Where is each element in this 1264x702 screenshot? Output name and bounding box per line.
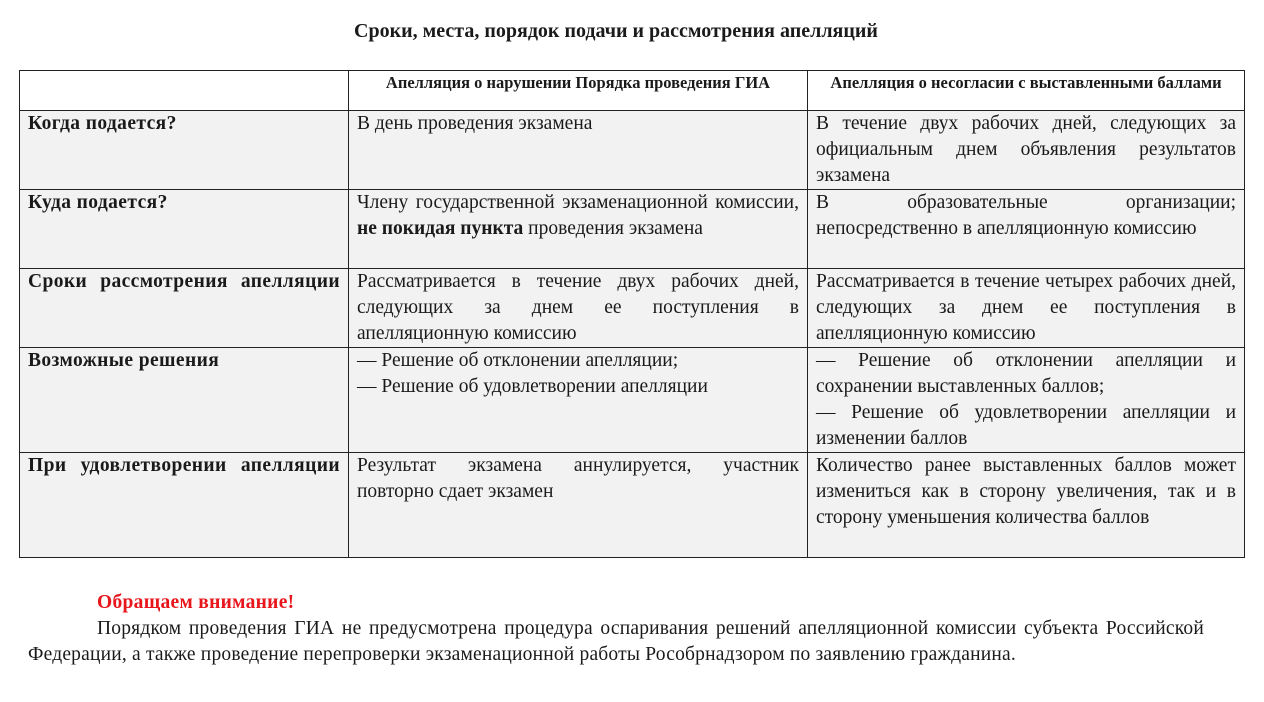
cell-when-violation: В день проведения экзамена (349, 111, 808, 190)
row-label-satisfied: При удовлетворении апелляции (20, 453, 349, 558)
row-label-when: Когда подается? (20, 111, 349, 190)
row-label-terms: Сроки рассмотрения апелляции (20, 269, 349, 348)
header-corner-cell (20, 71, 349, 111)
attention-note (28, 590, 1204, 668)
row-label-decisions: Возможные решения (20, 348, 349, 453)
cell-when-disagreement: В течение двух рабочих дней, следующих за официальным днем объявления результатов экзамена (808, 111, 1245, 190)
cell-where-disagreement: В образовательные организации; непосредственно в апелляционную комиссию (808, 190, 1245, 269)
appeals-table (19, 70, 1245, 558)
decision-item: — Решение об отклонении апелляции и сохранении выставленных баллов; (816, 350, 1236, 397)
table-row (20, 453, 1245, 558)
header-violation-appeal: Апелляция о нарушении Порядка проведения ГИА (349, 71, 808, 111)
table-header-row (20, 71, 1245, 111)
table-row (20, 269, 1245, 348)
row-label-where: Куда подается? (20, 190, 349, 269)
cell-text: Члену государственной экзаменационной комиссии, (357, 192, 799, 213)
decision-item: — Решение об удовлетворении апелляции (357, 376, 708, 397)
cell-text: проведения экзамена (523, 218, 703, 239)
cell-satisfied-disagreement: Количество ранее выставленных баллов может измениться как в сторону увеличения, так и в сторону уменьшения количества баллов (808, 453, 1245, 558)
table-row (20, 111, 1245, 190)
cell-bold-text: не покидая пункта (357, 218, 524, 239)
table-row (20, 190, 1245, 269)
attention-heading: Обращаем внимание! (97, 592, 295, 613)
table-row (20, 348, 1245, 453)
cell-satisfied-violation: Результат экзамена аннулируется, участник повторно сдает экзамен (349, 453, 808, 558)
attention-text: Порядком проведения ГИА не предусмотрена процедура оспаривания решений апелляционной комиссии субъекта Российской Федерации, а также проведение перепроверки экзаменационной работы Рособрнадзором по заявлению гражданина. (28, 618, 1204, 665)
page-title: Сроки, места, порядок подачи и рассмотрения апелляций (354, 20, 878, 42)
decision-item: — Решение об удовлетворении апелляции и изменении баллов (816, 402, 1236, 449)
cell-terms-disagreement: Рассматривается в течение четырех рабочих дней, следующих за днем ее поступления в апелляционную комиссию (808, 269, 1245, 348)
cell-decisions-disagreement (808, 348, 1245, 453)
cell-terms-violation: Рассматривается в течение двух рабочих дней, следующих за днем ее поступления в апелляционную комиссию (349, 269, 808, 348)
cell-where-violation (349, 190, 808, 269)
header-disagreement-appeal: Апелляция о несогласии с выставленными баллами (808, 71, 1245, 111)
decision-item: — Решение об отклонении апелляции; (357, 350, 679, 371)
cell-decisions-violation (349, 348, 808, 453)
